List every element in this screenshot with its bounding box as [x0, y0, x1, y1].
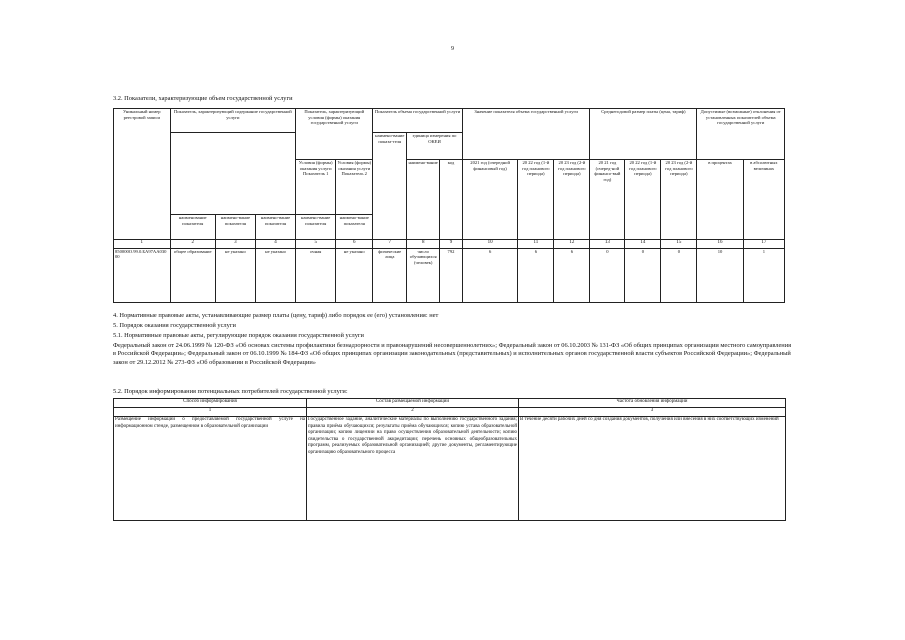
column-number: 3 — [215, 239, 255, 248]
column-number: 6 — [336, 239, 373, 248]
header-sub-1: наименование показателя — [170, 215, 215, 239]
header-year-3: 20 23 год (2-й год планового периода) — [554, 159, 590, 239]
paragraph-4: 4. Нормативные правовые акты, устанавливающие размер платы (цену, тариф) либо порядок ее (его) установления: нет — [113, 312, 439, 319]
paragraph-5-1-text: Федеральный закон от 24.06.1999 № 120-ФЗ «Об основах системы профилактики безнадзорности и правонарушений несовершеннолетних»; Федеральный закон от 06.10.2003 № 131-ФЗ «Об общих принципах организации местного самоуправления в Российской Федерации»; Федеральный закон от 06.10.1999 № 184-ФЗ «Об общих принципах организации законодательных (представительных) и исполнительных органов государственной власти субъектов Российской Федерации»; Федеральный закон от 29.12.2012 № 273-ФЗ «Об образовании в Российской Федерации» — [113, 342, 792, 366]
header-price-year-1: 20 21 год (очеред-ной финансо-вый год) — [590, 159, 625, 239]
table-row — [114, 248, 785, 302]
header-unit-name: наимено-вание — [407, 159, 440, 239]
cell-category-1: не указано — [215, 248, 255, 302]
header-absolute: в абсолютных величинах — [743, 159, 784, 239]
column-number: 1 — [114, 239, 171, 248]
column-number: 1 — [114, 408, 307, 417]
cell-value-year-2: 6 — [518, 248, 554, 302]
header-price-year-3: 20 23 год (2-й год планового периода) — [661, 159, 697, 239]
section-3-2-title: 3.2. Показатели, характеризующие объем государственной услуги — [113, 95, 293, 102]
column-number: 14 — [625, 239, 661, 248]
cell-form: очная — [296, 248, 336, 302]
header-update-frequency: Частота обновления информации — [519, 399, 786, 408]
column-number: 8 — [407, 239, 440, 248]
header-informing-method: Способ информирования — [114, 399, 307, 408]
header-unique-number: Уникальный номер реестровой записи — [114, 109, 171, 240]
cell-deviation-percent: 10 — [697, 248, 743, 302]
header-unit-code: код — [440, 159, 463, 239]
header-indicator-name: наимено-вание показа-теля — [373, 133, 407, 239]
cell-category-2: не указано — [255, 248, 295, 302]
paragraph-5: 5. Порядок оказания государственной услуги — [113, 322, 236, 329]
header-year-1: 2021 год (очередной финансовый год) — [462, 159, 518, 239]
column-number: 17 — [743, 239, 784, 248]
header-condition-2: Условия (формы) оказания услуги Показатель 2 — [336, 159, 373, 214]
cell-value-year-1: 6 — [462, 248, 518, 302]
cell-persons: физические лица — [373, 248, 407, 302]
column-number: 2 — [170, 239, 215, 248]
column-number: 2 — [307, 408, 519, 417]
header-deviation: Допустимые (возможные) отклонения от установленных показателей объема государственной услуги — [697, 109, 785, 160]
cell-price-year-3: 0 — [661, 248, 697, 302]
cell-deviation-absolute: 1 — [743, 248, 784, 302]
column-number: 3 — [519, 408, 786, 417]
header-information-content: Состав размещаемой информации — [307, 399, 519, 408]
header-percent: в процентах — [697, 159, 743, 239]
cell-education-level: общее образование — [170, 248, 215, 302]
cell-unit-code: 792 — [440, 248, 463, 302]
table-row — [114, 417, 786, 521]
header-volume-indicator: Показатель объема государственной услуги — [373, 109, 463, 133]
column-number: 16 — [697, 239, 743, 248]
header-sub-2: наимено-вание показателя — [215, 215, 255, 239]
volume-indicators-table — [113, 108, 785, 303]
cell-price-year-2: 0 — [625, 248, 661, 302]
page-number: 9 — [451, 46, 454, 52]
header-content-indicator: Показатель, характеризующий содержание государственной услуги — [170, 109, 296, 133]
column-number: 10 — [462, 239, 518, 248]
header-condition-1: Условия (формы) оказания услуги Показатель 1 — [296, 159, 336, 214]
column-number: 4 — [255, 239, 295, 248]
cell-informing-method: Размещение информации о предоставляемой государственной услуге на информационном стенде, размещенном в образовательной организации — [114, 417, 307, 521]
cell-information-content: Государственное задание, аналитические материалы по выполнению государственного задания; правила приёма обучающихся; результаты приёма обучающихся; копию устава образовательной организации; копию лицензии на право осуществления образовательной деятельности; копию свидетельства о государственной аккредитации; перечень основных общеобразовательных программ, реализуемых образовательной организацией; другие документы, регламентирующие организацию образовательного процесса — [307, 417, 519, 521]
cell-form-2: не указано — [336, 248, 373, 302]
header-sub-3: наимено-вание показателя — [255, 215, 295, 239]
cell-update-frequency: В течение десяти рабочих дней со дня создания документов, получения или внесения в них соответствующих изменений — [519, 417, 786, 521]
column-number: 12 — [554, 239, 590, 248]
paragraph-5-2: 5.2. Порядок информирования потенциальных потребителей государственной услуги: — [113, 388, 348, 395]
cell-value-year-3: 6 — [554, 248, 590, 302]
column-number: 5 — [296, 239, 336, 248]
column-number: 9 — [440, 239, 463, 248]
header-price: Среднегодовой размер платы (цена, тариф) — [590, 109, 697, 160]
column-number: 15 — [661, 239, 697, 248]
header-sub-4: наимено-вание показателя — [296, 215, 336, 239]
header-year-2: 20 22 год (1-й год планового периода) — [518, 159, 554, 239]
header-sub-5: наимено-вание показателя — [336, 215, 373, 239]
cell-registry-number: 850000О.99.0.БА97АА03000 — [114, 248, 171, 302]
cell-price-year-1: 0 — [590, 248, 625, 302]
header-unit: единица измерения по ОКЕИ — [407, 133, 463, 160]
header-volume-values: Значение показателя объема государственной услуги — [462, 109, 590, 160]
header-conditions-indicator: Показатель, характеризующий условия (формы) оказания государственной услуги — [296, 109, 373, 160]
column-number: 13 — [590, 239, 625, 248]
cell-indicator-name: число обучающихся (человек) — [407, 248, 440, 302]
informing-table — [113, 398, 786, 521]
paragraph-5-1: 5.1. Нормативные правовые акты, регулирующие порядок оказания государственной услуги — [113, 332, 364, 339]
column-number: 11 — [518, 239, 554, 248]
header-price-year-2: 20 22 год (1-й год планового периода) — [625, 159, 661, 239]
column-number: 7 — [373, 239, 407, 248]
